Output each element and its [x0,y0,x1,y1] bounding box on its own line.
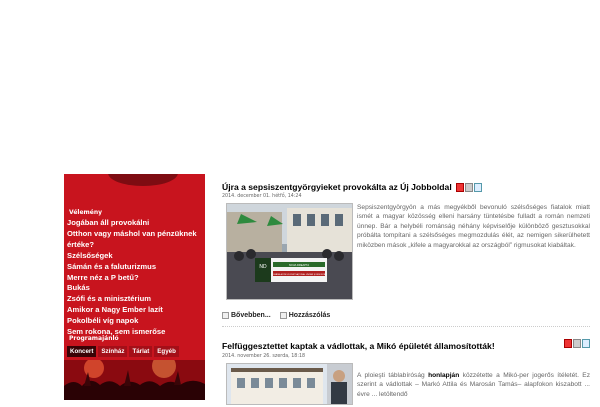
article-tools [456,183,482,192]
sidebar-top-arc [108,174,178,186]
comment-label: Hozzászólás [288,312,331,319]
banner-subtext: ROMÂNIA ESTE UN STAT NAȚIONAL UNITAR ȘI INDIVIZIBIL [271,274,327,276]
article-title-text[interactable]: Újra a sepsiszentgyörgyieket provokálta az Új Jobboldal [222,182,452,192]
opinion-link[interactable]: Zsófi és a minisztérium [67,294,151,304]
tab-other[interactable]: Egyéb [154,346,179,357]
print-icon[interactable] [465,183,473,192]
opinion-section-header: Vélemény [69,209,103,216]
program-tabs [67,346,179,357]
concert-crowd-image [64,360,205,400]
tab-concert[interactable]: Koncert [67,346,96,357]
opinion-link[interactable]: Sem rokona, sem ismerőse [67,327,166,337]
comment-icon [280,312,287,319]
tab-exhibition[interactable]: Tárlat [129,346,152,357]
tab-theatre[interactable]: Színház [98,346,127,357]
article-tools [564,339,590,348]
article-title[interactable] [222,341,502,352]
opinion-link[interactable]: Szélsőségek [67,250,113,260]
pdf-icon[interactable] [564,339,572,348]
article-separator [222,326,590,327]
banner-logo-text: ND [259,264,267,270]
read-more-label: Bővebben... [231,312,271,319]
comment-link[interactable] [280,312,331,319]
miko-building-photo [226,363,353,405]
article-1-links [222,312,330,319]
opinion-link[interactable]: Merre néz a P betű? [67,272,139,282]
article-title[interactable] [222,182,590,193]
header-blank-area [0,0,600,174]
article-body-text: A ploieşti táblabíróság [357,372,425,379]
email-icon[interactable] [474,183,482,192]
article-body-text: közzétette a Mikó-per jogerős ítéletét. Ez szerint a vádlottak – Markó Attila és Marosán Tamás– alapfokon kiszabott ... évre ... letöltendő [357,372,591,398]
article-2 [222,334,590,407]
article-1 [222,182,590,302]
read-more-icon [222,312,229,319]
article-body: Sepsiszentgyörgyön a más megyékből bevonuló szélsőséges fiatalok miatt ismét a magyar közösség elleni harsány tüntetésbe fulladt a román nemzeti ünnep. Bár a helybéli románság néhány képviselője különböző gesztusokkal próbálta tompítani a szélsőséges megmozdulás élét, az nemigen sikerülhetett miközben mások „kifele a magyarokkal az országból” rigmusokat kiabáltak. [357,204,590,249]
read-more-link[interactable] [222,312,271,319]
court-website-link[interactable]: honlapján [428,372,460,379]
opinion-link[interactable]: Amikor a Nagy Ember lazít [67,305,163,315]
opinion-list [67,218,205,338]
article-date: 2014. december 01. hétfő, 14:24 [222,194,302,199]
protest-photo [226,203,353,300]
opinion-link[interactable]: Sámán és a faluturizmus [67,261,157,271]
article-date: 2014. november 26. szerda, 18:18 [222,354,306,359]
opinion-link[interactable]: Jogában áll provokálni [67,218,150,227]
opinion-link[interactable]: Pokolbéli víg napok [67,316,139,326]
print-icon[interactable] [573,339,581,348]
article-title-text[interactable]: Felfüggesztettet kaptak a vádlottak, a Mikó épületét államosították! [222,341,495,351]
email-icon[interactable] [582,339,590,348]
program-section-header: Programajánló [69,335,119,342]
sidebar [64,174,205,400]
pdf-icon[interactable] [456,183,464,192]
opinion-link[interactable]: Otthon vagy máshol van pénzüknek értéke? [67,228,197,249]
opinion-link[interactable]: Bukás [67,283,90,293]
banner-text: NOUA DREAPTA [288,264,310,267]
